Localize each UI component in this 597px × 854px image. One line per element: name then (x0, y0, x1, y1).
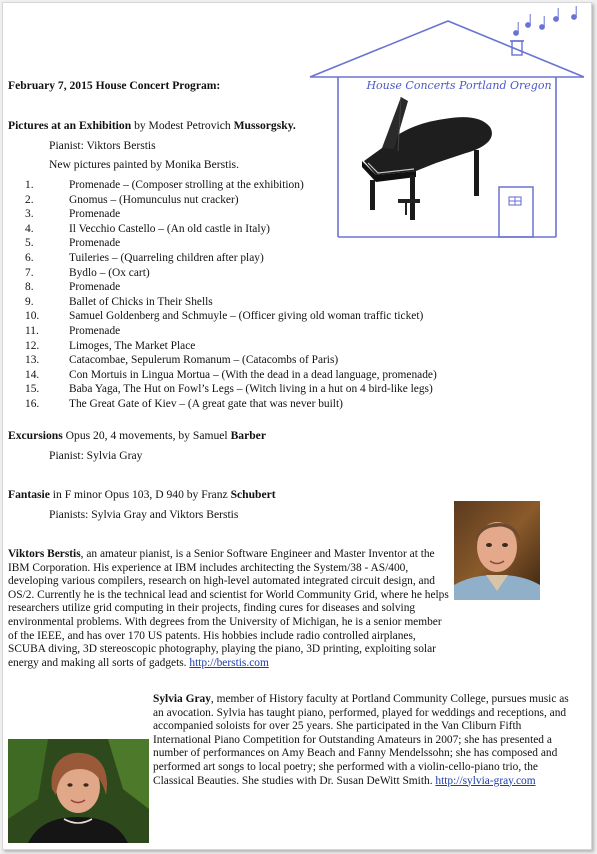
piece2-pianist: Pianist: Sylvia Gray (49, 449, 143, 462)
piece2-heading (8, 429, 266, 443)
sylvia-gray-link[interactable]: http://sylvia-gray.com (435, 774, 536, 787)
photo-spacer (8, 740, 153, 843)
piece1-pianist: Pianist: Viktors Berstis (49, 139, 156, 152)
viktors-photo (454, 501, 540, 600)
piece1-title: Pictures at an Exhibition (8, 119, 132, 132)
piece1-heading (8, 119, 296, 133)
berstis-link[interactable]: http://berstis.com (189, 656, 269, 669)
piece2-composer: Barber (230, 429, 266, 442)
bio-sylvia-name: Sylvia Gray (153, 693, 211, 705)
bio-viktors-part1 (8, 548, 450, 670)
bio-viktors-text: , an amateur pianist, is a Senior Software Engineer and Master Inventor at the IBM Corporation. His experience at IBM includes architecting the System/38 - AS/400, developing various compilers, research on high-level automated integrated circuit design, and OS/2. Currently he is the technical lead and scientist for World Community Grid, where he helps researchers utilize grid computing in their projects, finding cures for diseases and solving environmental problems. With degrees from the University of Michigan, he is a senior member of the IEEE, and has over 170 US patents. His hobbies include radio controlled airplanes, SCUBA diving, 3D stereoscopic photography, playing the piano, 3D printing, exploiting solar energy and making all sorts of gadgets. (8, 548, 449, 669)
piece3-pianists: Pianists: Sylvia Gray and Viktors Berstis (49, 508, 239, 521)
piece1-end: . (292, 119, 296, 132)
grand-piano-icon (362, 97, 492, 220)
logo-title: House Concerts Portland Oregon (366, 79, 552, 92)
bio-sylvia-text: , member of History faculty at Portland Community College, pursues music as an avocation. Sylvia has taught piano, performed, played for weddings and receptions, and accompanied soloists for over 25 years. She participated in the Van Cliburn Fifth International Piano Competition for Outstanding Amateurs in 2007; she has presented a number of performances on Amy Beach and Fanny Mendelssohn; she has composed and performed art songs to local poetry; she performed with a violin-cello-piano trio, the Classical Beauties. She studies with Dr. Susan DeWitt Smith. (153, 693, 569, 787)
house-concerts-logo (306, 5, 591, 241)
piece2-title: Excursions (8, 429, 63, 442)
musical-notes-icon (514, 6, 577, 35)
bio-viktors-name: Viktors Berstis (8, 548, 81, 560)
piece3-by: in F minor Opus 103, D 940 by Franz (52, 488, 228, 501)
piece3-composer: Schubert (230, 488, 276, 501)
piece1-by: by Modest Petrovich (134, 119, 231, 132)
piece3-title: Fantasie (8, 488, 50, 501)
program-title: February 7, 2015 House Concert Program: (8, 79, 221, 92)
piece2-by: Opus 20, 4 movements, by Samuel (65, 429, 228, 442)
piece3-heading (8, 488, 276, 502)
piece1-note: New pictures painted by Monika Berstis. (49, 158, 239, 171)
bio-sylvia (8, 693, 578, 843)
program-page: House Concerts Portland Oregon February 7, 2015 House Concert Program: Pictures at an Exhibition by Modest Petrovich Mussorgsky. Pianist: Viktors Berstis New pictures painted by Monika Berstis. 1. Promenade – (Composer strolling at the exhibition) 2. Gnomus – (Homunculus nut cracker) 3. Promenade 4. Il Vecchio Castello – (An old castle in Italy) 5. Promenade 6. Tuileries – (Quarreling children after play) 7. Bydlo – (Ox cart) 8. Promenade 9. Ballet of Chicks in Their Shells 10. Samuel Goldenberg and Schmuyle – (Officer giving old woman traffic ticket) 11. Promenade 12. Limoges, The Market Place 13. Catacombae, Sepulerum Romanum – (Catacombs of Paris) 14. Con Mortuis in Lingua Mortua – (With the dead in a dead language, promenade) 15. Baba Yaga, The Hut on Fowl’s Legs – (Witch living in a hut on 4 bird-like legs) 16. The Great Gate of Kiev – (A great gate that was never built) Excursions Opus 20, 4 movements, by Samuel Barber Pianist: Sylvia Gray Fantasie in F minor Opus 103, D 940 by Franz Schubert Pianists: Sylvia Gray and Viktors Berstis Viktors Berstis, an amateur pianist, is a Senior Software Engineer and Master Inventor at the IBM Corporation. His experience at IBM includes architecting the System/38 - AS/400, developing various compilers, research on high-level automated integrated circuit design, and OS/2. Currently he is the technical lead and scientist for World Community Grid, where he helps researchers utilize grid computing in their projects, finding cures for diseases and solving environmental problems. With degrees from the University of Michigan, he is a senior member of the IEEE, and has over 170 US patents. His hobbies include radio controlled airplanes, SCUBA diving, 3D stereoscopic photography, playing the piano, 3D printing, exploiting solar energy and making all sorts of gadgets. http://berstis.com Sylvia Gray, member of History faculty at Portland Community College, pursues music as an avocation. Sylvia has taught piano, performed, played for weddings and receptions, and accompanied soloists for over 25 years. She participated in the Van Cliburn Fifth International Piano Competition for Outstanding Amateurs in 2007; she has presented a number of performances on Amy Beach and Fanny Mendelssohn; she has composed and performed art songs to local poetry; she performed with a violin-cello-piano trio, the Classical Beauties. She studies with Dr. Susan DeWitt Smith. http://sylvia-gray.com (2, 2, 592, 850)
piece1-composer: Mussorgsky (233, 119, 293, 132)
